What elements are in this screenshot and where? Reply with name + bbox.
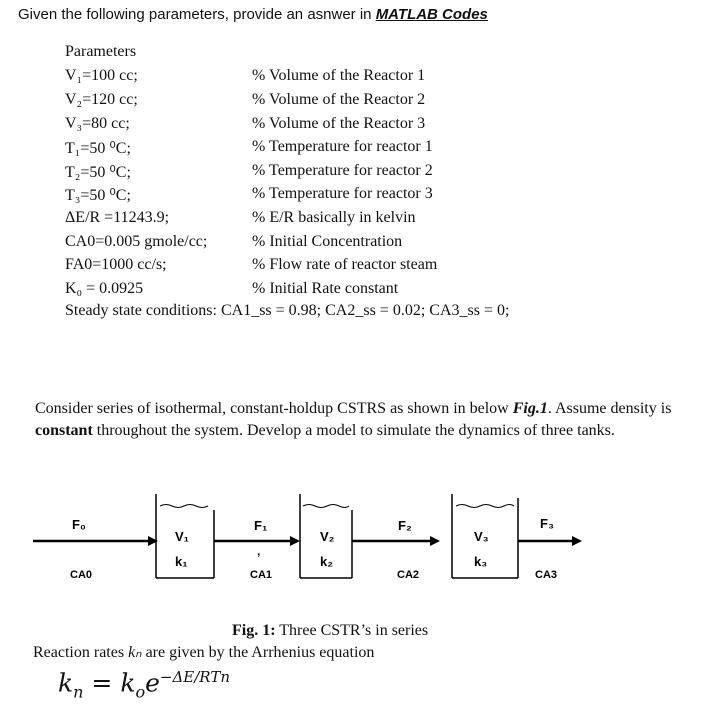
label-ca2: CA2 <box>397 569 420 581</box>
description-text: Consider series of isothermal, constant-holdup CSTRS as shown in below <box>35 400 513 417</box>
header-prefix: Given the following parameters, provide an asnwer in <box>18 6 376 23</box>
flow-arrowhead-1 <box>290 536 300 546</box>
problem-description <box>35 398 685 441</box>
reaction-rates-text <box>33 642 374 662</box>
arrhenius-equation <box>58 668 230 701</box>
param-comment: % Flow rate of reactor steam <box>252 256 438 273</box>
param-comment: % Temperature for reactor 3 <box>252 185 433 202</box>
param-row <box>65 280 143 304</box>
eq-rhs-subscript: o <box>135 682 146 702</box>
label-v3: V₃ <box>474 529 489 544</box>
kn-symbol: kₙ <box>128 644 142 661</box>
constant-emphasis: constant <box>35 421 93 439</box>
eq-lhs-subscript: n <box>73 682 84 702</box>
label-f2: F₂ <box>398 518 412 533</box>
label-ca0: CA0 <box>70 569 93 581</box>
param-label: T₃=50 ⁰C; <box>65 187 131 204</box>
label-f1: F₁ <box>254 518 268 533</box>
param-row <box>65 209 169 233</box>
param-row <box>65 162 131 186</box>
figure-caption-text: Three CSTR’s in series <box>275 622 429 639</box>
figure-caption <box>232 622 428 640</box>
param-row <box>65 138 131 162</box>
param-comment: % Volume of the Reactor 2 <box>252 91 426 108</box>
param-comment: % Volume of the Reactor 3 <box>252 115 426 132</box>
outlet-arrowhead <box>572 536 582 546</box>
description-text: . Assume density is <box>547 400 672 417</box>
cstr-series-diagram <box>0 480 706 610</box>
parameters-title: Parameters <box>65 43 137 60</box>
figure-caption-label: Fig. 1: <box>232 622 276 639</box>
tick-mark: , <box>257 544 261 558</box>
eq-lhs: k <box>58 668 74 698</box>
param-row <box>65 233 207 257</box>
param-comment: % E/R basically in kelvin <box>252 209 416 226</box>
steady-state-conditions: Steady state conditions: CA1_ss = 0.98; CA2_ss = 0.02; CA3_ss = 0; <box>65 302 510 319</box>
fig-reference: Fig.1 <box>512 400 548 417</box>
label-v2: V₂ <box>320 529 335 544</box>
flow-arrowhead-2 <box>430 536 440 546</box>
description-text: throughout the system. Develop a model to simulate the dynamics of three tanks. <box>92 421 615 439</box>
param-comment: % Temperature for reactor 1 <box>252 138 433 155</box>
param-label: FA0=1000 cc/s; <box>65 256 167 273</box>
param-row <box>65 115 130 139</box>
tank-1-liquid-level <box>160 505 208 508</box>
param-comment: % Temperature for reactor 2 <box>252 162 433 179</box>
param-row <box>65 185 131 209</box>
instruction-header <box>18 6 488 23</box>
label-v1: V₁ <box>175 529 190 544</box>
label-f0: F₀ <box>72 517 86 532</box>
param-comment: % Initial Rate constant <box>252 280 399 297</box>
param-label: V₃=80 cc; <box>65 115 130 132</box>
label-k2: k₂ <box>320 554 334 569</box>
label-f3: F₃ <box>540 516 554 531</box>
label-k3: k₃ <box>474 554 488 569</box>
tank-3-liquid-level <box>456 505 514 508</box>
param-label: K₀ = 0.0925 <box>65 280 144 297</box>
param-label: CA0=0.005 gmole/cc; <box>65 233 208 250</box>
param-row <box>65 91 138 115</box>
reaction-text: are given by the Arrhenius equation <box>141 644 375 661</box>
label-ca3: CA3 <box>535 569 558 581</box>
eq-equals: = <box>83 668 121 698</box>
eq-exponent: −ΔE/RTn <box>159 668 231 686</box>
eq-base: e <box>145 668 160 698</box>
reaction-text: Reaction rates <box>33 644 129 661</box>
param-label: ΔE/R =11243.9; <box>65 209 170 226</box>
tank-2-liquid-level <box>303 505 349 508</box>
param-label: V₁=100 cc; <box>65 67 138 84</box>
param-label: T₁=50 ⁰C; <box>65 140 131 157</box>
param-label: V₂=120 cc; <box>65 91 138 108</box>
param-comment: % Initial Concentration <box>252 233 403 250</box>
param-label: T₂=50 ⁰C; <box>65 164 131 181</box>
param-row <box>65 67 138 91</box>
header-matlab-codes: MATLAB Codes <box>375 6 488 23</box>
label-k1: k₁ <box>175 554 188 569</box>
param-comment: % Volume of the Reactor 1 <box>252 67 426 84</box>
eq-rhs: k <box>120 668 136 698</box>
label-ca1: CA1 <box>250 569 273 581</box>
param-row <box>65 256 167 280</box>
